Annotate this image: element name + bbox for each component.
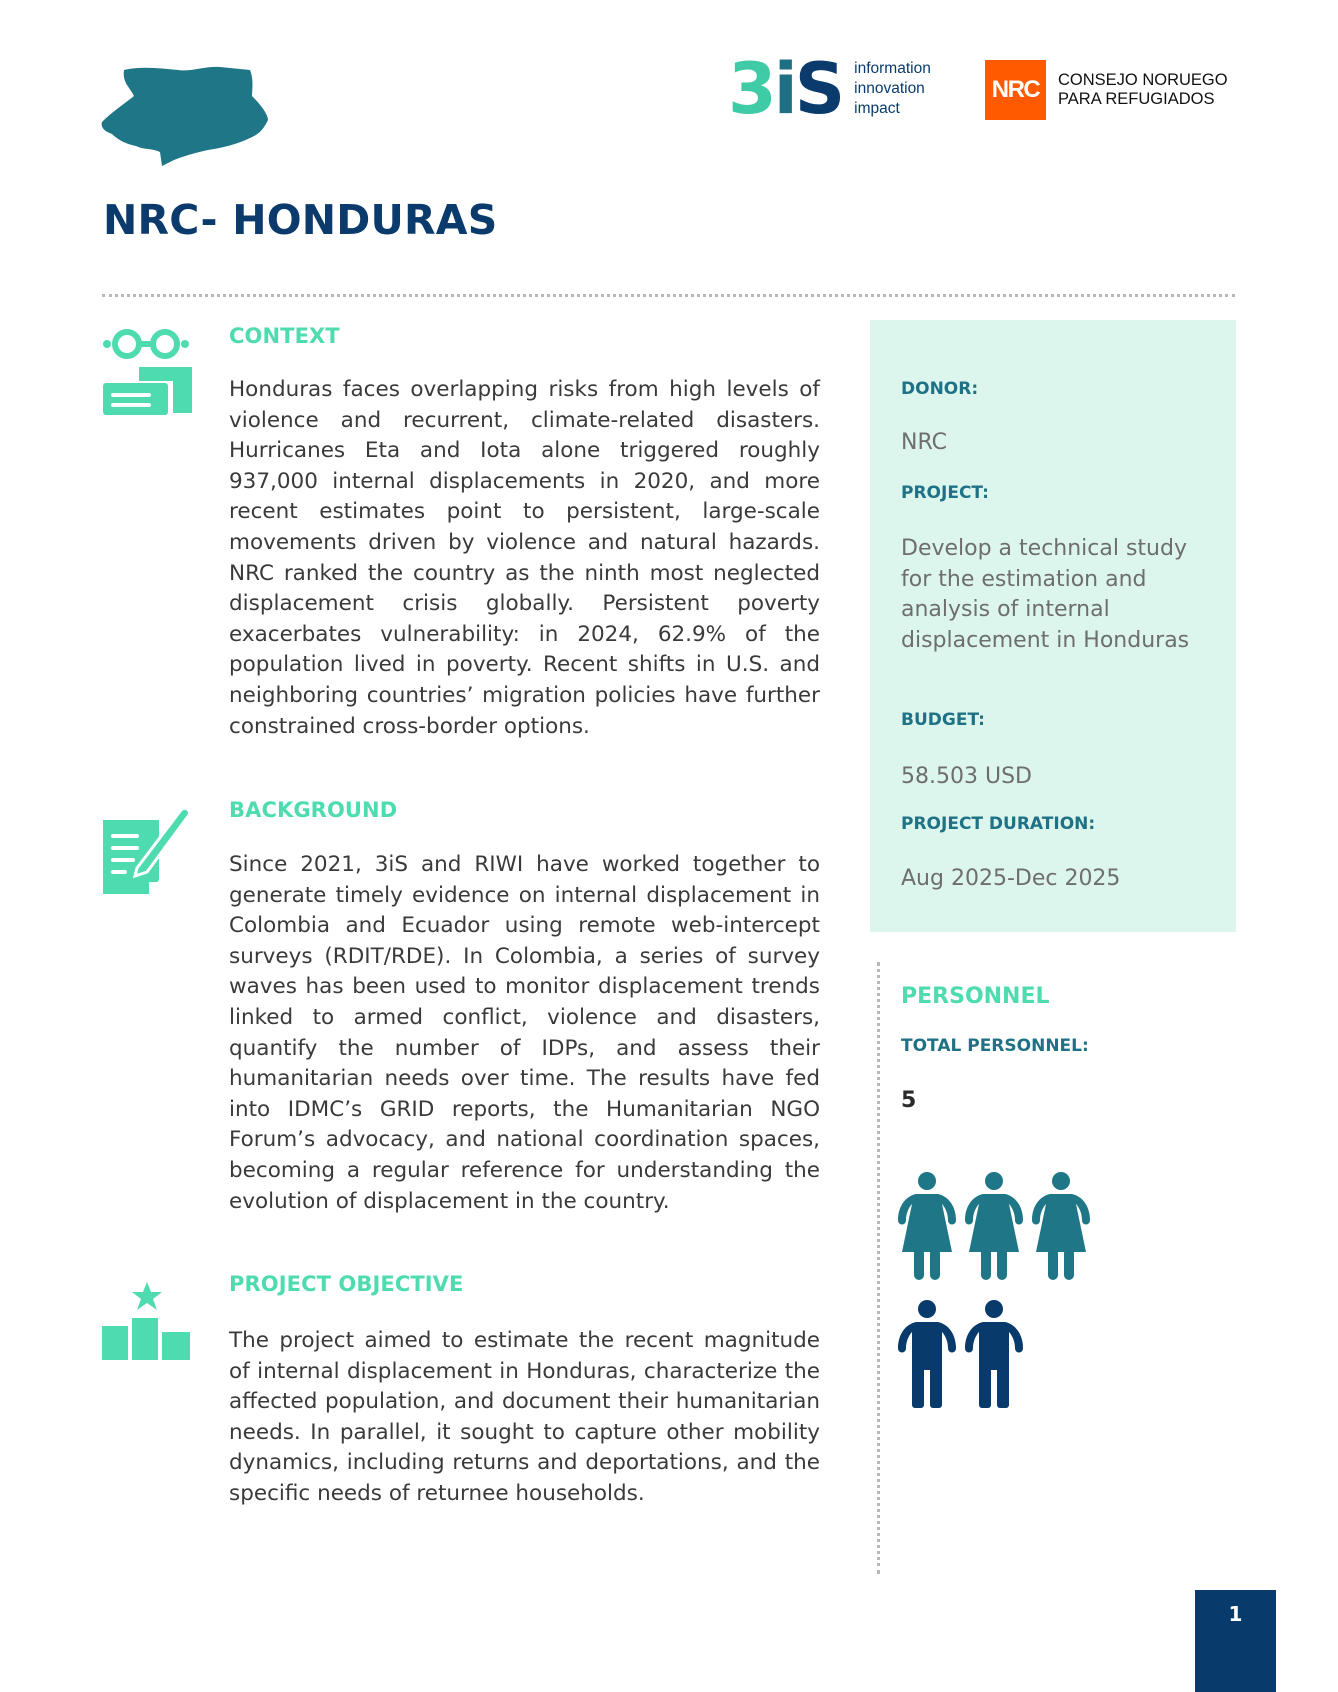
- logo-3is-tagline: information innovation impact: [854, 60, 931, 117]
- background-heading: BACKGROUND: [229, 798, 398, 822]
- duration-value: Aug 2025-Dec 2025: [901, 866, 1121, 891]
- logo-3is-mark: 3iS: [728, 48, 843, 130]
- logo-nrc: [985, 60, 1228, 120]
- female-person-icon: [1032, 1172, 1090, 1280]
- female-person-icon: [898, 1172, 956, 1280]
- objective-heading: PROJECT OBJECTIVE: [229, 1272, 464, 1296]
- duration-label: PROJECT DURATION:: [901, 814, 1096, 834]
- personnel-heading: PERSONNEL: [901, 984, 1050, 1009]
- background-body: Since 2021, 3iS and RIWI have worked together to generate timely evidence on internal displacement in Colombia and Ecuador using remote web-intercept surveys (RDIT/RDE). In Colombia, a series of survey waves has been used to monitor displacement trends linked to armed conflict, violence and disasters, quantify the number of IDPs, and assess their humanitarian needs over time. The results have fed into IDMC’s GRID reports, the Humanitarian NGO Forum’s advocacy, and national coordination spaces, becoming a regular reference for understanding the evolution of displacement in the country.: [229, 852, 820, 1214]
- nrc-logo-box: NRC: [985, 60, 1046, 120]
- budget-value: 58.503 USD: [901, 764, 1032, 789]
- total-personnel-value: 5: [901, 1088, 917, 1113]
- total-personnel-label: TOTAL PERSONNEL:: [901, 1036, 1089, 1056]
- donor-label: DONOR:: [901, 379, 979, 399]
- budget-label: BUDGET:: [901, 710, 985, 730]
- nrc-logo-name: CONSEJO NORUEGO PARA REFUGIADOS: [1058, 71, 1228, 108]
- page-title: NRC- HONDURAS: [103, 196, 498, 244]
- male-person-icon: [898, 1300, 956, 1408]
- male-personnel-row: [898, 1300, 1023, 1408]
- column-divider: [877, 962, 880, 1574]
- logo-3is: [728, 48, 931, 130]
- header-divider: [102, 294, 1235, 297]
- female-person-icon: [965, 1172, 1023, 1280]
- donor-value: NRC: [901, 430, 948, 455]
- glasses-documents-icon: [101, 325, 193, 415]
- podium-star-icon: [101, 1282, 193, 1362]
- objective-body: The project aimed to estimate the recent magnitude of internal displacement in Honduras, characterize the affected population, and document their humanitarian needs. In parallel, it sought to capture other mobility dynamics, including returns and deportations, and the specific needs of returnee households.: [229, 1328, 820, 1506]
- project-label: PROJECT:: [901, 483, 989, 503]
- document-pen-icon: [101, 800, 193, 896]
- context-heading: CONTEXT: [229, 324, 340, 348]
- project-value: Develop a technical study for the estimation and analysis of internal displacement in Honduras: [901, 536, 1190, 653]
- context-body: Honduras faces overlapping risks from high levels of violence and recurrent, climate-related disasters. Hurricanes Eta and Iota alone triggered roughly 937,000 internal displacements in 2020, and more recent estimates point to persistent, large-scale movements driven by violence and natural hazards. NRC ranked the country as the ninth most neglected displacement crisis globally. Persistent poverty exacerbates vulnerability: in 2024, 62.9% of the population lived in poverty. Recent shifts in U.S. and neighboring countries’ migration policies have further constrained cross-border options.: [229, 377, 820, 739]
- female-personnel-row: [898, 1172, 1090, 1280]
- male-person-icon: [965, 1300, 1023, 1408]
- honduras-map-icon: [100, 62, 270, 166]
- page-number: 1: [1195, 1590, 1276, 1692]
